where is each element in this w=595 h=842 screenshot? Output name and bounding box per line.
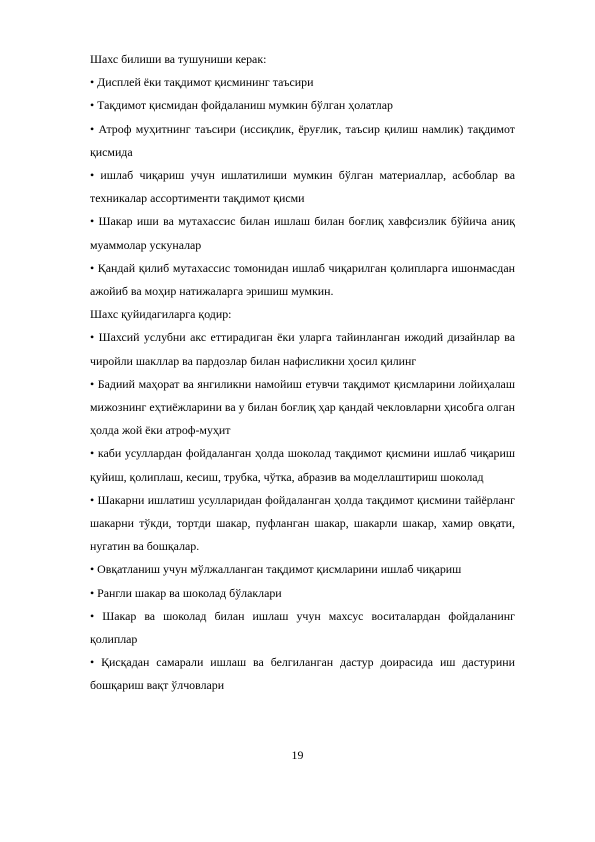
ability-item: • Овқатланиш учун мўлжалланган тақдимот қисмларини ишлаб чиқариш: [90, 562, 462, 577]
ability-item: • Қисқадан самарали ишлаш ва белгиланган дастур доирасида иш дастурини бошқариш вақт ўлчовлари: [90, 655, 515, 693]
ability-item: • Шакарни ишлатиш усулларидан фойдаланган ҳолда тақдимот қисмини тайёрланг шакарни тўкди, тортди шакар, пуфланган шакар, шакарли шакар, хамир овқати, нугатин ва бошқалар.: [90, 492, 515, 554]
section-heading-knowledge: Шахс билиши ва тушуниши керак:: [90, 52, 267, 66]
knowledge-item: • Атроф муҳитнинг таъсири (иссиқлик, ёруғлик, таъсир қилиш намлик) тақдимот қисмида: [90, 121, 515, 159]
ability-item: • каби усуллардан фойдаланган ҳолда шоколад тақдимот қисмини ишлаб чиқариш қуйиш, қолиплаш, кесиш, трубка, чўтка, абразив ва моделлаштириш шоколад: [90, 446, 515, 484]
knowledge-item: • Тақдимот қисмидан фойдаланиш мумкин бўлган ҳолатлар: [90, 98, 393, 113]
knowledge-item: • ишлаб чиқариш учун ишлатилиши мумкин бўлган материаллар, асбоблар ва техникалар ассортименти тақдимот қисми: [90, 168, 515, 206]
document-body: [90, 48, 515, 698]
ability-item: • Рангли шакар ва шоколад бўлаклари: [90, 585, 282, 600]
section-heading-abilities: Шахс қуйидагиларга қодир:: [90, 307, 232, 322]
knowledge-item: • Қандай қилиб мутахассис томонидан ишлаб чиқарилган қолипларга ишонмасдан ажойиб ва моҳир натижаларга эришиш мумкин.: [90, 260, 515, 299]
ability-item: • Шакар ва шоколад билан ишлаш учун махсус воситалардан фойдаланинг қолиплар: [90, 608, 515, 647]
ability-item: • Бадиий маҳорат ва янгиликни намойиш етувчи тақдимот қисмларини лойиҳалаш мижознинг еҳтиёжларини ва у билан боғлиқ ҳар қандай чекловларни ҳисобга олган ҳолда жой ёки атроф-муҳит: [90, 376, 515, 438]
ability-item: • Шахсий услубни акс еттирадиган ёки уларга тайинланган ижодий дизайнлар ва чиройли шакллар ва пардозлар билан нафисликни ҳосил қилинг: [90, 330, 515, 368]
knowledge-item: • Дисплей ёки тақдимот қисмининг таъсири: [90, 75, 314, 90]
page-number: 19: [291, 748, 304, 762]
knowledge-item: • Шакар иши ва мутахассис билан ишлаш билан боғлиқ хавфсизлик бўйича аниқ муаммолар ускуналар: [90, 214, 515, 252]
